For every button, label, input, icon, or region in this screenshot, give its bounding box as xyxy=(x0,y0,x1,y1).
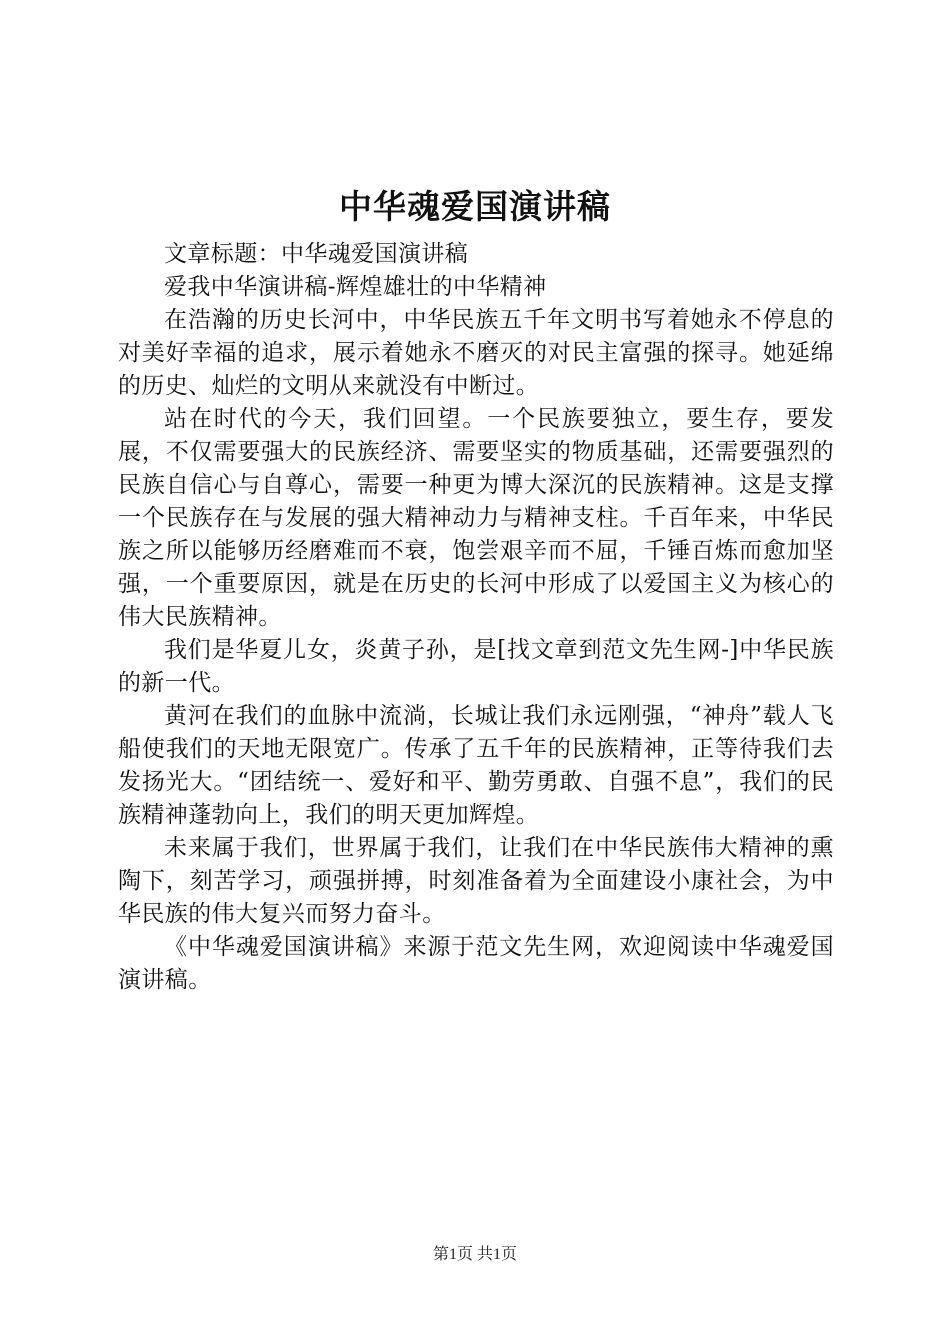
page-number-footer: 第1页 共1页 xyxy=(432,1246,517,1263)
paragraph-yellow-river: 黄河在我们的血脉中流淌，长城让我们永远刚强，“神舟”载人飞船使我们的天地无限宽广。传承了五千年的民族精神，正等待我们去发扬光大。“团结统一、爱好和平、勤劳勇敢、自强不息”，我们的民族精神蓬勃向上，我们的明天更加辉煌。 xyxy=(118,703,834,828)
paragraph-national-spirit: 站在时代的今天，我们回望。一个民族要独立，要生存，要发展，不仅需要强大的民族经济、需要坚实的物质基础，还需要强烈的民族自信心与自尊心，需要一种更为博大深沉的民族精神。这是支撑一个民族存在与发展的强大精神动力与精神支柱。千百年来，中华民族之所以能够历经磨难而不衰，饱尝艰辛而不屈，千锤百炼而愈加坚强，一个重要原因，就是在历史的长河中形成了以爱国主义为核心的伟大民族精神。 xyxy=(118,406,834,630)
paragraph-history: 在浩瀚的历史长河中，中华民族五千年文明书写着她永不停息的对美好幸福的追求，展示着她永不磨灭的对民主富强的探寻。她延绵的历史、灿烂的文明从来就没有中断过。 xyxy=(118,307,834,399)
article-title-line: 文章标题：中华魂爱国演讲稿 xyxy=(164,241,469,267)
subtitle-line: 爱我中华演讲稿-辉煌雄壮的中华精神 xyxy=(164,274,547,300)
paragraph-future: 未来属于我们，世界属于我们，让我们在中华民族伟大精神的熏陶下，刻苦学习，顽强拼搏，时刻准备着为全面建设小康社会，为中华民族的伟大复兴而努力奋斗。 xyxy=(118,835,834,927)
document-body xyxy=(118,238,834,997)
paragraph-new-generation: 我们是华夏儿女，炎黄子孙，是[找文章到范文先生网-]中华民族的新一代。 xyxy=(118,637,834,696)
paragraph-source: 《中华魂爱国演讲稿》来源于范文先生网，欢迎阅读中华魂爱国演讲稿。 xyxy=(118,934,834,993)
document-title: 中华魂爱国演讲稿 xyxy=(339,187,611,226)
